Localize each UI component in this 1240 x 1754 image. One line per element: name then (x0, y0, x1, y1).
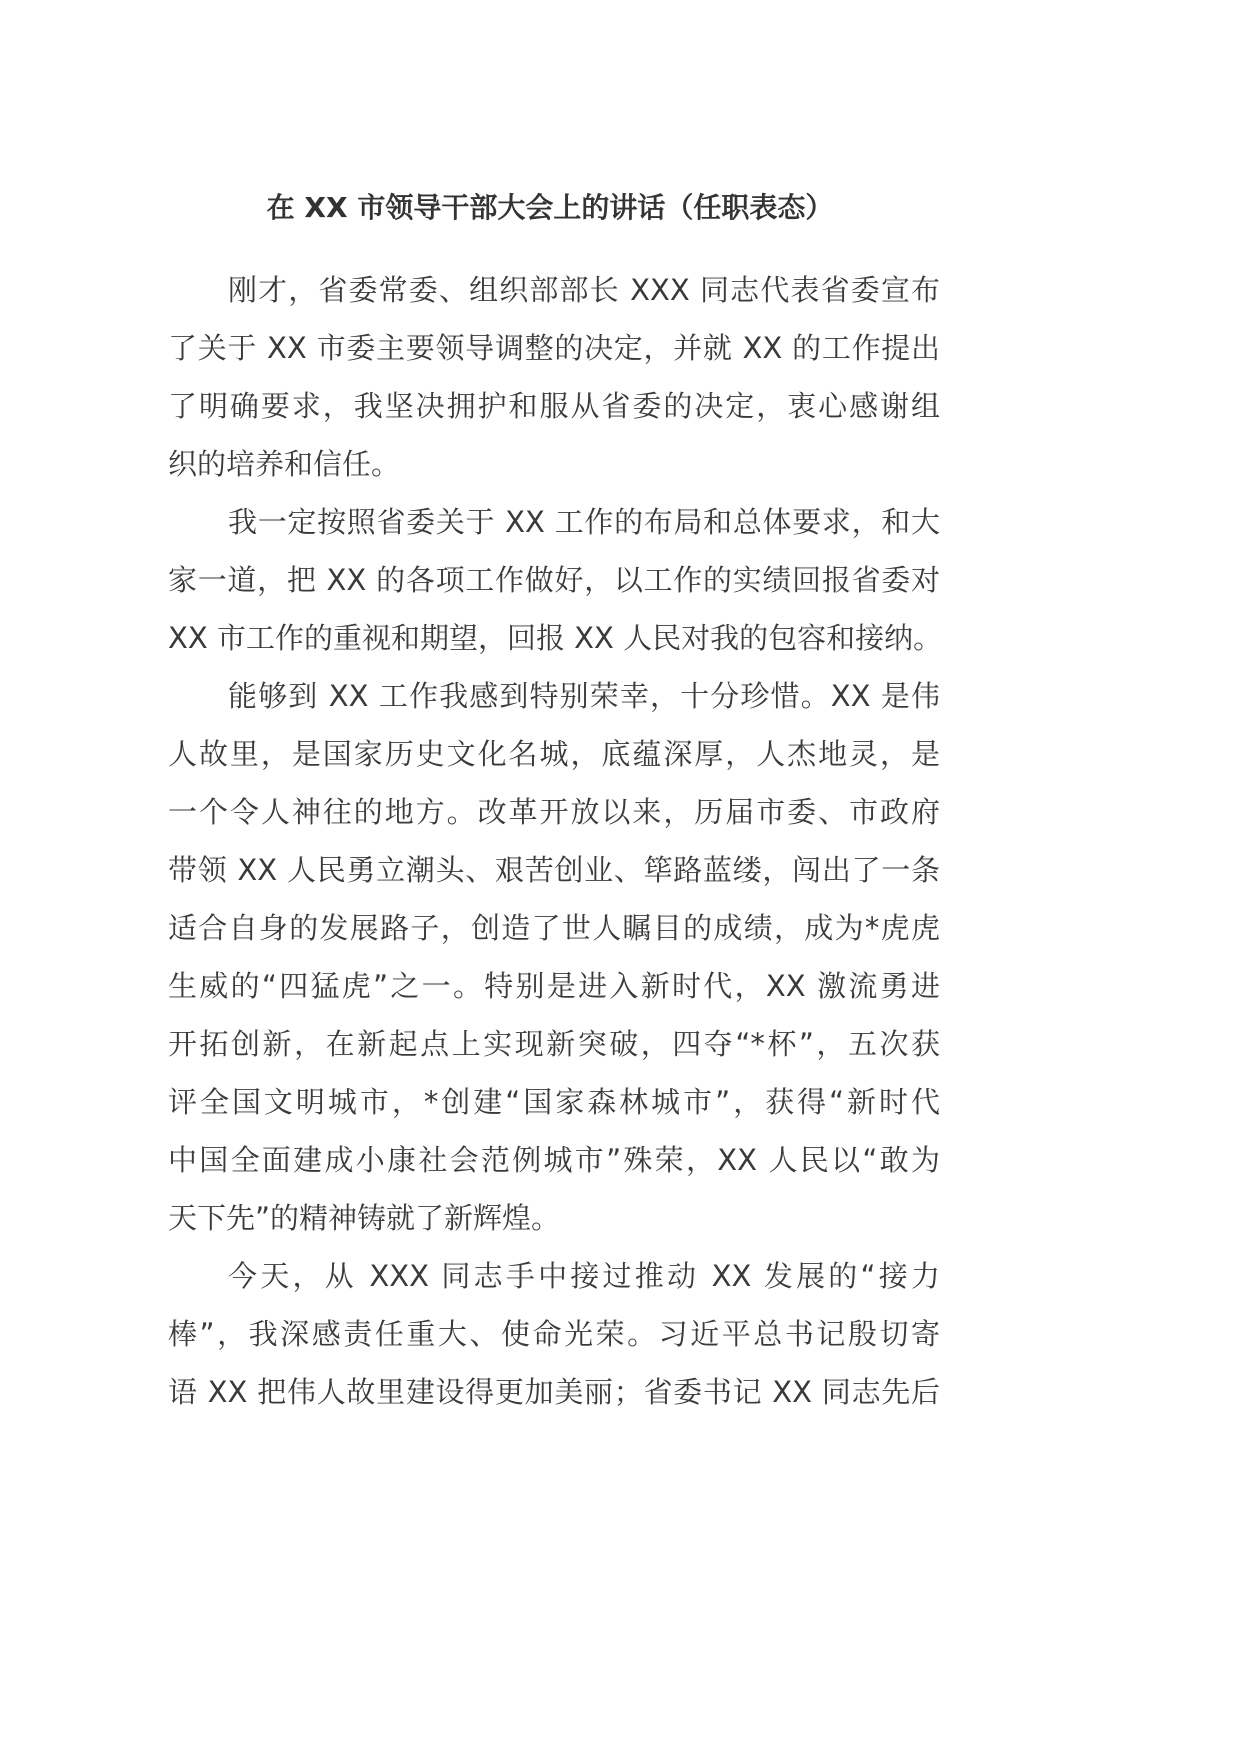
text-line: 刚才，省委常委、组织部部长 XXX 同志代表省委宣布 (228, 273, 940, 307)
text-line: 织的培养和信任。 (168, 447, 401, 481)
paragraph (168, 268, 940, 500)
text-line: 中国全面建成小康社会范例城市”殊荣，XX 人民以“敢为 (168, 1143, 940, 1177)
text-line: 带领 XX 人民勇立潮头、艰苦创业、筚路蓝缕，闯出了一条 (168, 853, 940, 887)
text-line: XX 市工作的重视和期望，回报 XX 人民对我的包容和接纳。 (168, 621, 943, 655)
text-line: 适合自身的发展路子，创造了世人瞩目的成绩，成为*虎虎 (168, 911, 940, 945)
text-line: 语 XX 把伟人故里建设得更加美丽；省委书记 XX 同志先后 (168, 1375, 940, 1409)
text-line: 生威的“四猛虎”之一。特别是进入新时代，XX 激流勇进 (168, 969, 940, 1003)
text-line: 能够到 XX 工作我感到特别荣幸，十分珍惜。XX 是伟 (228, 679, 940, 713)
text-line: 家一道，把 XX 的各项工作做好，以工作的实绩回报省委对 (168, 563, 940, 597)
text-line: 了明确要求，我坚决拥护和服从省委的决定，衷心感谢组 (168, 389, 940, 423)
text-line: 棒”，我深感责任重大、使命光荣。习近平总书记殷切寄 (168, 1317, 940, 1351)
text-line: 一个令人神往的地方。改革开放以来，历届市委、市政府 (168, 795, 940, 829)
text-line: 人故里，是国家历史文化名城，底蕴深厚，人杰地灵，是 (168, 737, 940, 771)
text-line: 开拓创新，在新起点上实现新突破，四夺“*杯”，五次获 (168, 1027, 940, 1061)
paragraph (168, 500, 943, 674)
paragraph (168, 674, 940, 1254)
text-line: 天下先”的精神铸就了新辉煌。 (168, 1201, 561, 1235)
text-line: 评全国文明城市，*创建“国家森林城市”，获得“新时代 (168, 1085, 940, 1119)
text-line: 了关于 XX 市委主要领导调整的决定，并就 XX 的工作提出 (168, 331, 940, 365)
document-title: 在 XX 市领导干部大会上的讲话（任职表态） (266, 191, 834, 224)
paragraph (168, 1254, 940, 1428)
text-line: 我一定按照省委关于 XX 工作的布局和总体要求，和大 (228, 505, 940, 539)
document-body (168, 268, 943, 1428)
text-line: 今天，从 XXX 同志手中接过推动 XX 发展的“接力 (228, 1259, 940, 1293)
